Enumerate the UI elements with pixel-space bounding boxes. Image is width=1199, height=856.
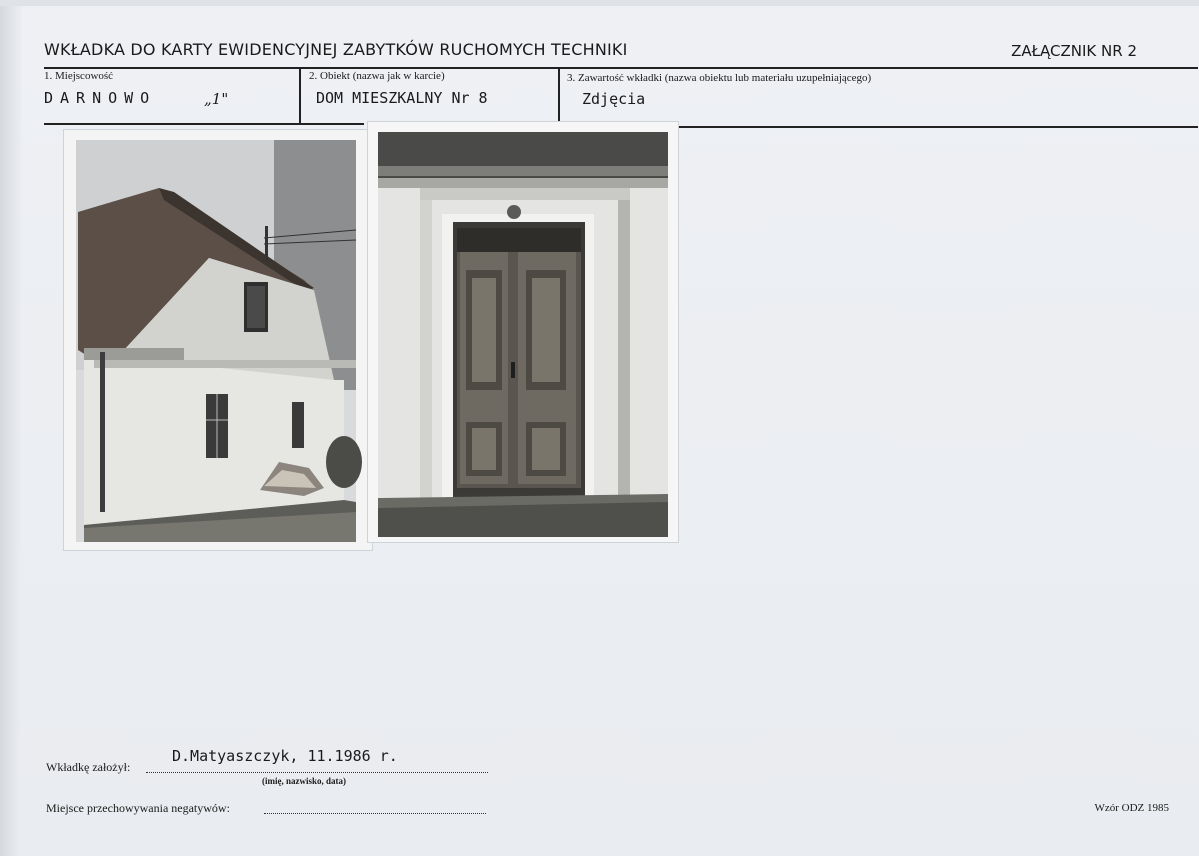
object-label: 2. Obiekt (nazwa jak w karcie) [309, 70, 445, 82]
negatives-label: Miejsce przechowywania negatywów: [46, 801, 230, 815]
object-value: DOM MIESZKALNY Nr 8 [316, 89, 488, 107]
form-model: Wzór ODZ 1985 [1094, 802, 1169, 814]
house-photo-image [64, 130, 372, 550]
column-divider [299, 68, 301, 124]
header-rule [44, 67, 1198, 69]
door-photo-image [368, 122, 678, 542]
photo-house [64, 130, 372, 550]
negatives-line [264, 801, 486, 814]
content-label: 3. Zawartość wkładki (nazwa obiektu lub materiału uzupełniającego) [567, 72, 872, 84]
document-title: WKŁADKA DO KARTY EWIDENCYJNEJ ZABYTKÓW RUCHOMYCH TECHNIKI [44, 40, 628, 59]
place-value: DARNOWO [44, 89, 157, 107]
place-label: 1. Miejscowość [44, 70, 114, 82]
created-by-caption: (imię, nazwisko, data) [262, 776, 346, 786]
fields-rule [44, 123, 364, 125]
created-by-line [146, 760, 488, 773]
place-suffix: „1" [204, 90, 229, 108]
paper-edge-top [0, 0, 1199, 6]
created-by-label: Wkładkę założył: [46, 760, 131, 774]
column-divider [558, 68, 560, 124]
photo-door [368, 122, 678, 542]
paper-edge [0, 0, 22, 856]
fields-rule [670, 126, 1198, 128]
created-by-value: D.Matyaszczyk, 11.1986 r. [172, 747, 398, 765]
annex-number: ZAŁĄCZNIK NR 2 [1011, 42, 1137, 60]
content-value: Zdjęcia [582, 90, 646, 108]
